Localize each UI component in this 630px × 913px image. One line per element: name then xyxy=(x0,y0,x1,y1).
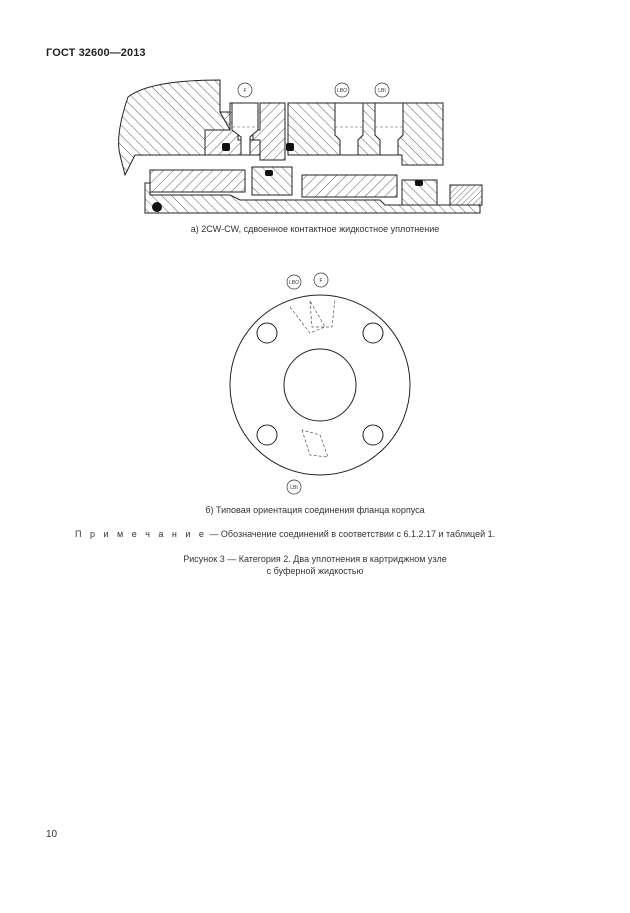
flange-bore xyxy=(284,349,356,421)
label-lbi: LBI xyxy=(378,88,386,94)
seal-cross-section-drawing xyxy=(110,75,500,220)
note xyxy=(75,529,495,539)
flange-orientation-drawing xyxy=(220,265,420,500)
bolt-hole xyxy=(257,425,277,445)
figure-caption-line2: с буферной жидкостью xyxy=(266,566,364,576)
figure-caption-line1: Рисунок 3 — Категория 2. Два уплотнения в картриджном узле xyxy=(183,554,447,564)
label-f: F xyxy=(243,88,247,94)
figure-caption xyxy=(0,553,630,577)
figure-a-caption: а) 2CW-CW, сдвоенное контактное жидкостное уплотнение xyxy=(190,224,440,234)
label-lbo: LBO xyxy=(336,88,348,94)
bolt-hole xyxy=(363,323,383,343)
bolt-hole xyxy=(257,323,277,343)
figure-b-caption: б) Типовая ориентация соединения фланца корпуса xyxy=(205,505,425,515)
document-header: ГОСТ 32600—2013 xyxy=(46,47,146,59)
label-lbi: LBI xyxy=(290,485,298,491)
note-text: — Обозначение соединений в соответствии с 6.1.2.17 и таблицей 1. xyxy=(206,529,496,539)
note-prefix: П р и м е ч а н и е xyxy=(75,529,207,539)
flange-outline xyxy=(230,295,410,475)
page-number: 10 xyxy=(46,829,58,840)
label-lbo: LBO xyxy=(288,280,300,286)
bolt-hole xyxy=(363,425,383,445)
label-f: F xyxy=(319,278,323,284)
